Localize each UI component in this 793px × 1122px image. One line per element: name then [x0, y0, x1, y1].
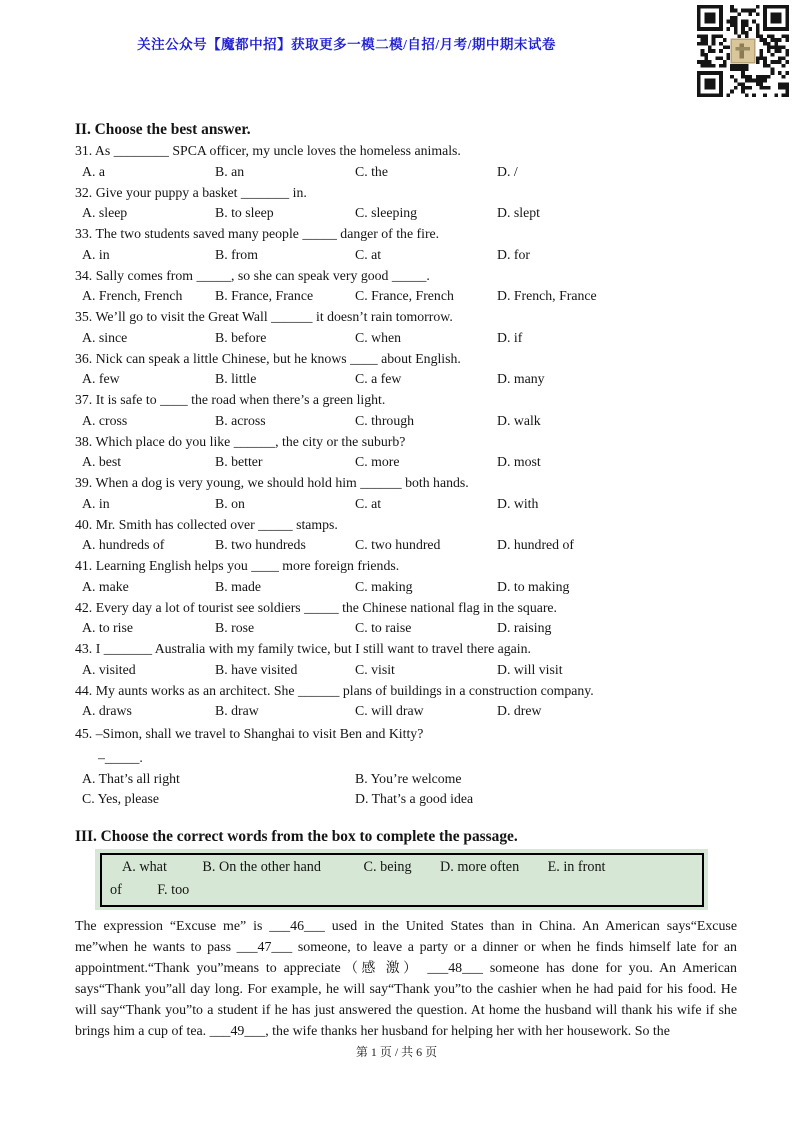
- question-stem: 44. My aunts works as an architect. She ______ plans of buildings in a construction company.: [75, 682, 594, 698]
- option-item: B. draw: [215, 703, 259, 719]
- question-block: [75, 349, 737, 391]
- option-item: B. an: [215, 163, 245, 179]
- option-item: D. if: [497, 329, 523, 345]
- options-row: [75, 769, 737, 790]
- question-block: [75, 556, 737, 598]
- question45-reply-blank: –_____.: [98, 749, 143, 765]
- option-item: D. walk: [497, 412, 541, 428]
- option-item: C. will draw: [355, 703, 424, 719]
- option-item: A. in: [82, 246, 110, 262]
- option-item: C. France, French: [355, 288, 454, 304]
- option-item: C. two hundred: [355, 537, 441, 553]
- option-item: D. French, France: [497, 288, 597, 304]
- question-stem: 42. Every day a lot of tourist see soldiers _____ the Chinese national flag in the square.: [75, 599, 558, 615]
- option-item: A. That’s all right: [82, 770, 180, 786]
- options-row: [75, 535, 737, 556]
- question-block: [75, 473, 737, 515]
- option-item: D. hundred of: [497, 537, 575, 553]
- question-block: [75, 266, 737, 308]
- option-item: B. two hundreds: [215, 537, 306, 553]
- option-item: D. /: [497, 163, 518, 179]
- option-item: C. visit: [355, 661, 395, 677]
- question-block: [75, 639, 737, 681]
- option-item: D. slept: [497, 205, 540, 221]
- option-item: A. make: [82, 578, 129, 594]
- option-item: B. You’re welcome: [355, 770, 462, 786]
- option-item: C. Yes, please: [82, 791, 160, 807]
- question-block: [75, 183, 737, 225]
- option-item: D. That’s a good idea: [355, 791, 474, 807]
- options-row: [75, 328, 737, 349]
- option-item: A. sleep: [82, 205, 128, 221]
- cloze-passage: The expression “Excuse me” is ___46___ used in the United States than in China. An American says“Excuse me”when he wants to pass ___47___ someone, to leave a party or a dinner or when he finds himself late for an appointment.“Thank you”means to appreciate（感 激） ___48___ someone has done for you. An American says“Thank you”all day long. For example, he will say“Thank you”to the cashier when he had paid for his food. He will say“Thank you”to a student if he has just answered the question. At home the husband will thank his wife if she brings him a cup of tea. ___49___, the wife thanks her husband for helping her with her housework. So the: [75, 919, 737, 1039]
- option-item: A. in: [82, 495, 110, 511]
- question-stem: 33. The two students saved many people _____ danger of the fire.: [75, 226, 440, 241]
- word-box: [95, 849, 708, 910]
- option-item: B. rose: [215, 620, 255, 636]
- options-row: [75, 789, 737, 810]
- option-item: C. making: [355, 578, 413, 594]
- options-row: [75, 452, 737, 473]
- questions-list: [75, 141, 737, 722]
- option-item: A. a: [82, 163, 105, 179]
- option-item: D. for: [497, 246, 530, 262]
- question-stem: 35. We’ll go to visit the Great Wall ______ it doesn’t rain tomorrow.: [75, 309, 453, 324]
- option-item: A. draws: [82, 703, 132, 719]
- question-block: [75, 598, 737, 640]
- option-item: C. a few: [355, 371, 402, 387]
- question-stem: 43. I _______ Australia with my family twice, but I still want to travel there again.: [75, 641, 531, 656]
- option-item: B. from: [215, 246, 258, 262]
- option-item: B. across: [215, 412, 266, 428]
- options-row: [75, 162, 737, 183]
- option-item: A. best: [82, 454, 122, 470]
- question-block: [75, 224, 737, 266]
- options-row: [75, 660, 737, 681]
- option-item: B. before: [215, 329, 267, 345]
- question-stem: 39. When a dog is very young, we should hold him ______ both hands.: [75, 475, 469, 490]
- word-box-border: [100, 853, 704, 907]
- option-item: B. to sleep: [215, 205, 274, 221]
- option-item: B. little: [215, 371, 257, 387]
- option-item: A. French, French: [82, 288, 183, 304]
- option-item: D. to making: [497, 578, 570, 594]
- qr-code-image: [697, 5, 789, 97]
- option-item: C. at: [355, 495, 382, 511]
- option-item: A. to rise: [82, 620, 133, 636]
- option-item: C. more: [355, 454, 400, 470]
- options-row: [75, 494, 737, 515]
- question-block: [75, 390, 737, 432]
- option-item: D. raising: [497, 620, 552, 636]
- question-stem: 34. Sally comes from _____, so she can speak very good _____.: [75, 267, 430, 283]
- option-item: C. through: [355, 412, 415, 428]
- options-row: [75, 618, 737, 639]
- option-item: A. visited: [82, 661, 136, 677]
- header-notice: 关注公众号【魔都中招】获取更多一模二模/自招/月考/期中期末试卷: [137, 37, 556, 52]
- question-stem: 37. It is safe to ____ the road when there’s a green light.: [75, 392, 386, 407]
- option-item: A. few: [82, 371, 120, 387]
- option-item: D. will visit: [497, 661, 563, 677]
- options-row: [75, 286, 737, 307]
- question-stem: 36. Nick can speak a little Chinese, but he knows ____ about English.: [75, 350, 461, 366]
- section3-title: III. Choose the correct words from the box to complete the passage.: [75, 828, 518, 845]
- question-stem: 41. Learning English helps you ____ more foreign friends.: [75, 558, 400, 573]
- option-item: A. hundreds of: [82, 537, 165, 553]
- option-item: D. most: [497, 454, 541, 470]
- option-item: D. drew: [497, 703, 542, 719]
- option-item: C. at: [355, 246, 382, 262]
- question-block: [75, 681, 737, 723]
- option-item: C. the: [355, 163, 388, 179]
- word-box-line: A. what B. On the other hand C. being D. more often E. in front: [122, 859, 606, 875]
- options-row: [75, 245, 737, 266]
- question-45: [75, 724, 737, 810]
- option-item: C. when: [355, 329, 401, 345]
- option-item: B. have visited: [215, 661, 298, 677]
- question-stem: 38. Which place do you like ______, the city or the suburb?: [75, 433, 406, 449]
- option-item: C. to raise: [355, 620, 412, 636]
- option-item: D. with: [497, 495, 539, 511]
- question-block: [75, 515, 737, 557]
- option-item: B. France, France: [215, 288, 314, 304]
- option-item: B. made: [215, 578, 261, 594]
- page-footer: 第 1 页 / 共 6 页: [355, 1045, 438, 1059]
- question-block: [75, 307, 737, 349]
- option-item: D. many: [497, 371, 545, 387]
- question-block: [75, 141, 737, 183]
- option-item: C. sleeping: [355, 205, 418, 221]
- question-stem: 31. As ________ SPCA officer, my uncle loves the homeless animals.: [75, 143, 461, 158]
- options-row: [75, 701, 737, 722]
- content-area: [75, 119, 737, 1042]
- options-row: [75, 411, 737, 432]
- option-item: B. better: [215, 454, 263, 470]
- question-stem: 45. –Simon, shall we travel to Shanghai to visit Ben and Kitty?: [75, 726, 424, 741]
- word-box-line: of F. too: [110, 882, 190, 898]
- qr-code-icon: [697, 5, 789, 97]
- question-stem: 32. Give your puppy a basket _______ in.: [75, 184, 307, 200]
- section2-title: II. Choose the best answer.: [75, 121, 251, 138]
- options-row: [75, 577, 737, 598]
- question-block: [75, 432, 737, 474]
- option-item: A. since: [82, 329, 128, 345]
- options-row: [75, 369, 737, 390]
- option-item: B. on: [215, 495, 245, 511]
- option-item: A. cross: [82, 412, 128, 428]
- options-row: [75, 203, 737, 224]
- question-stem: 40. Mr. Smith has collected over _____ stamps.: [75, 516, 338, 532]
